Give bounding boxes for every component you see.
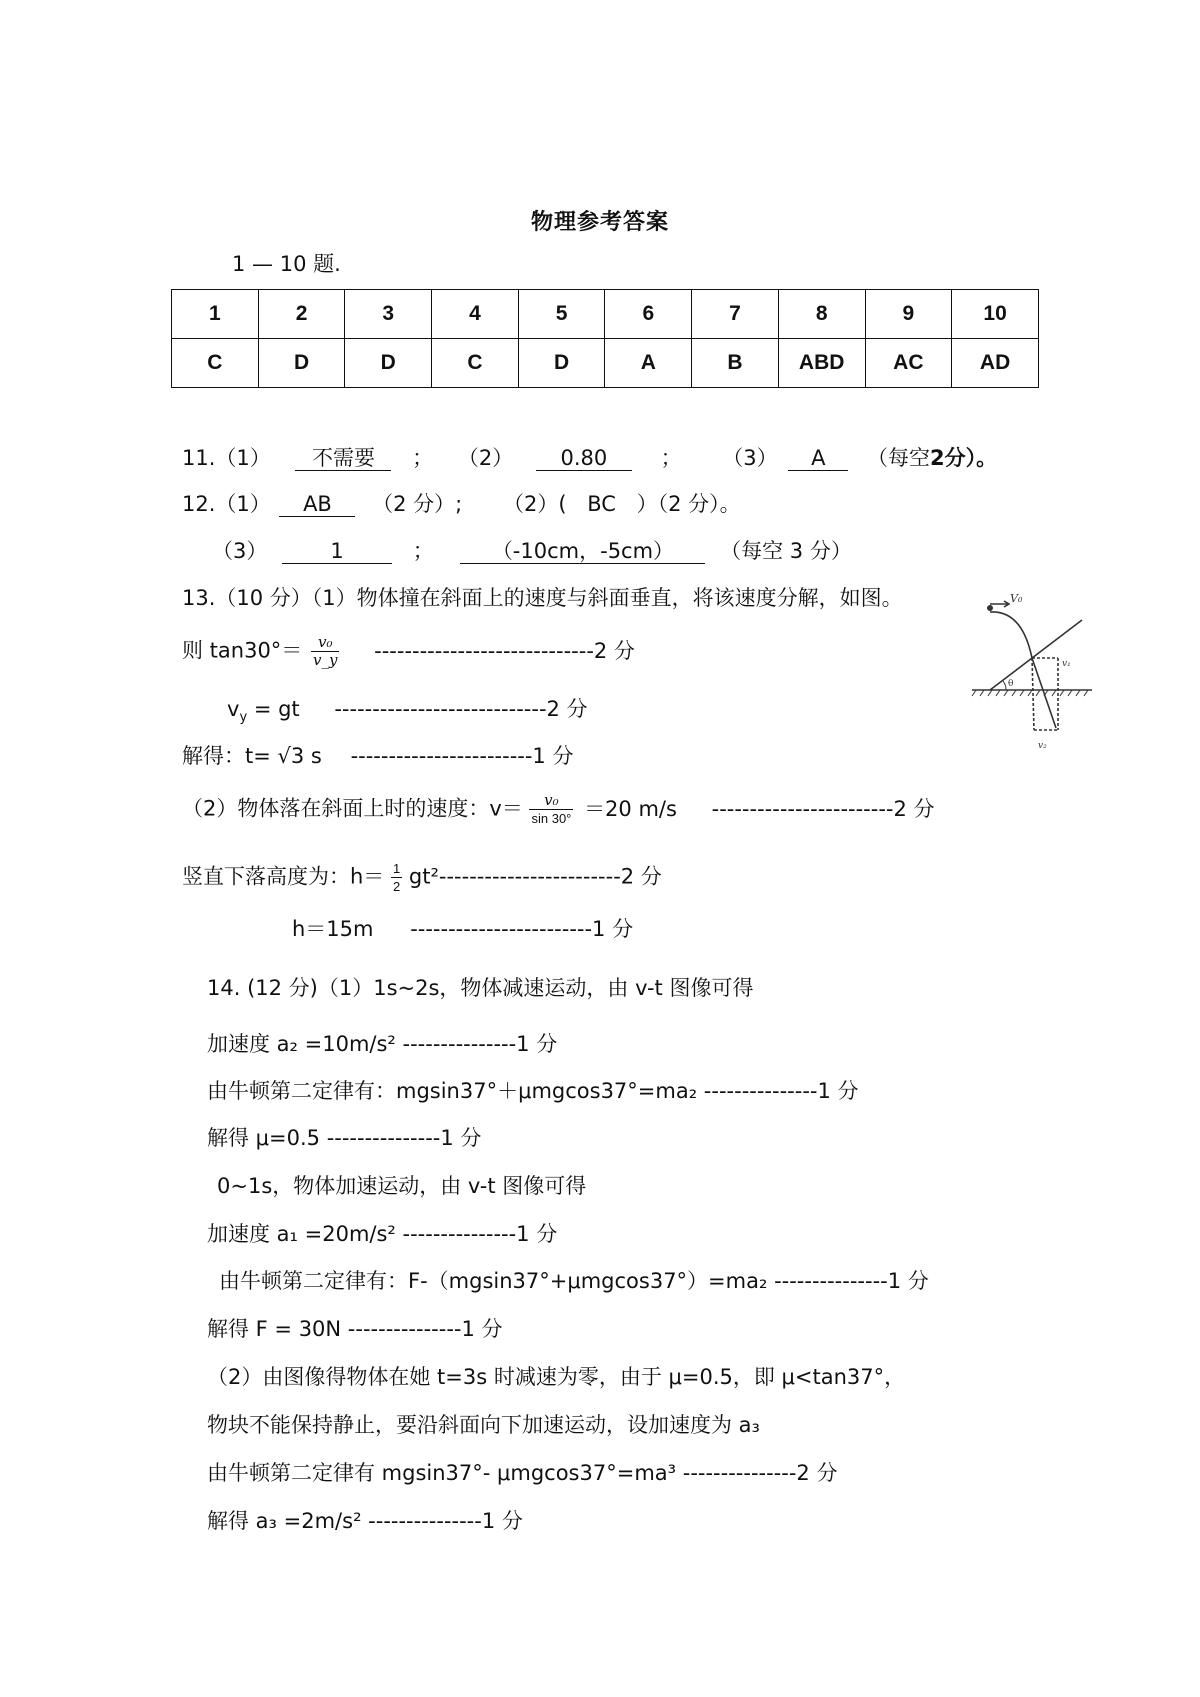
q14-line-10: 物块不能保持静止，要沿斜面向下加速运动，设加速度为 a₃ [207,1413,760,1437]
q13-line-1: 13.（10 分）（1）物体撞在斜面上的速度与斜面垂直，将该速度分解，如图。 [182,586,903,610]
q13-score-2: ----------------------------2 分 [334,697,588,721]
q14-line-9: （2）由图像得物体在她 t=3s 时减速为零，由于 μ=0.5，即 μ<tan37°， [207,1365,906,1389]
q13-score-3: ------------------------1 分 [350,744,574,768]
q13-line-7 [292,915,633,943]
q12-score-3: （每空 3 分） [720,539,852,563]
projectile-dot [987,605,993,611]
q11-sep-2: ； [660,446,682,470]
q13-h-prefix: 竖直下落高度为：h＝ [182,864,385,889]
q11-part-3: （3） [722,446,778,470]
answer-cell: D [345,339,432,388]
ground-hatch [972,690,1088,696]
q13-h-formula: gt²------------------------2 分 [408,864,662,889]
v1-label: v₁ [1062,659,1071,669]
q13-vy-label: v [227,697,240,721]
q13-vy-eq: = gt [247,697,300,721]
mcq-heading: 1 — 10 题. [232,252,341,276]
q12-line-1 [182,490,741,518]
q13-vy-subscript: y [239,710,248,726]
theta-arc [1003,681,1006,690]
q14-line-5: 0~1s，物体加速运动，由 v-t 图像可得 [217,1174,587,1198]
question-number: 1 [172,290,259,339]
q12-answer-2: BC [587,492,616,516]
q11-note-num: 2 [930,446,945,470]
answer-cell: B [692,339,779,388]
q12-part-2: （2）( [502,492,567,516]
q14-line-8: 解得 F = 30N ---------------1 分 [207,1317,503,1341]
fraction-numerator: v₀ [529,792,573,810]
fraction-numerator: 1 [393,861,401,876]
q12-answer-1: AB [279,492,355,517]
q14-line-4: 解得 μ=0.5 ---------------1 分 [207,1126,482,1150]
q11-line [182,444,997,472]
question-number: 6 [605,290,692,339]
q11-sep-1: ； [412,446,434,470]
q12-score-1: （2 分）; [372,492,463,516]
q14-line-7: 由牛顿第二定律有：F-（mgsin37°+μmgcos37°）=ma₂ ---------------1 分 [219,1269,929,1293]
fraction-denominator: v_y [313,651,338,669]
answer-table-answer-row [172,339,1039,388]
q12-answer-4: （-10cm，-5cm） [460,539,705,564]
q14-line-12: 解得 a₃ =2m/s² ---------------1 分 [207,1509,523,1533]
fraction-denominator: 2 [393,879,401,894]
q13-solve-t: 解得：t= √3 s [182,744,322,768]
question-number: 4 [432,290,519,339]
q11-note-post: 分）。 [944,446,998,470]
answer-cell: AC [865,339,952,388]
question-number: 9 [865,290,952,339]
v2-label: v₂ [1038,741,1047,751]
answer-cell: ABD [778,339,865,388]
q13-score-6: ------------------------1 分 [410,917,634,941]
q11-answer-1: 不需要 [295,446,391,471]
q13-line-2 [182,634,635,669]
velocity-vector [1032,658,1056,728]
q11-answer-2: 0.80 [536,446,632,471]
q13-line-4 [182,742,573,770]
q12-answer-3: 1 [282,539,392,564]
question-number: 8 [778,290,865,339]
q14-line-1: 14. (12 分)（1）1s~2s，物体减速运动，由 v-t 图像可得 [207,976,754,1000]
answer-table-header-row [172,290,1039,339]
q14-line-6: 加速度 a₁ =20m/s² ---------------1 分 [207,1222,558,1246]
fraction-denominator: sin 30° [531,811,572,826]
q13-fraction-v0-sin30 [529,792,573,827]
q13-v-result: ＝20 m/s [584,796,677,821]
question-number: 7 [692,290,779,339]
q13-fraction-v0-vy [311,634,339,669]
answer-cell: D [518,339,605,388]
incline-diagram [960,588,1100,758]
question-number: 3 [345,290,432,339]
q12-line-2 [212,537,852,565]
q12-part-3: （3） [212,539,268,563]
v0-label: V₀ [1010,592,1023,605]
theta-label: θ [1008,679,1014,689]
trajectory-curve [990,612,1032,658]
question-number: 10 [952,290,1039,339]
answer-cell: C [172,339,259,388]
q11-part-2: （2） [457,446,514,470]
q14-line-3: 由牛顿第二定律有：mgsin37°＋μmgcos37°=ma₂ ---------------1 分 [207,1079,859,1103]
answer-cell: AD [952,339,1039,388]
q13-v-prefix: （2）物体落在斜面上时的速度：v＝ [182,796,523,821]
q13-line-5 [182,792,935,827]
q11-prefix: 11.（1） [182,446,271,470]
fraction-numerator: v₀ [311,634,339,652]
answer-cell: C [432,339,519,388]
q12-prefix: 12.（1） [182,492,271,516]
answer-cell: D [258,339,345,388]
q13-score-4: ------------------------2 分 [711,796,935,821]
vy-component [1032,658,1034,730]
answer-table [171,289,1039,388]
incline-line [990,620,1082,690]
q14-line-11: 由牛顿第二定律有 mgsin37°- μmgcos37°=ma³ ---------------2 分 [207,1461,838,1485]
q13-line-6 [182,860,662,895]
question-number: 2 [258,290,345,339]
q13-fraction-half [391,860,402,895]
answer-cell: A [605,339,692,388]
q12-sep: ； [412,539,434,563]
q13-line-3 [227,695,588,732]
q13-h-result: h＝15m [292,917,374,941]
question-number: 5 [518,290,605,339]
q11-note-pre: （每空 [867,446,931,470]
q14-line-2: 加速度 a₂ =10m/s² ---------------1 分 [207,1032,558,1056]
q11-answer-3: A [788,446,848,471]
q13-score-1: -----------------------------2 分 [374,638,635,663]
q12-score-2: ）（2 分）。 [636,492,741,516]
page-title: 物理参考答案 [530,210,669,235]
q13-tan-prefix: 则 tan30°＝ [182,638,303,663]
